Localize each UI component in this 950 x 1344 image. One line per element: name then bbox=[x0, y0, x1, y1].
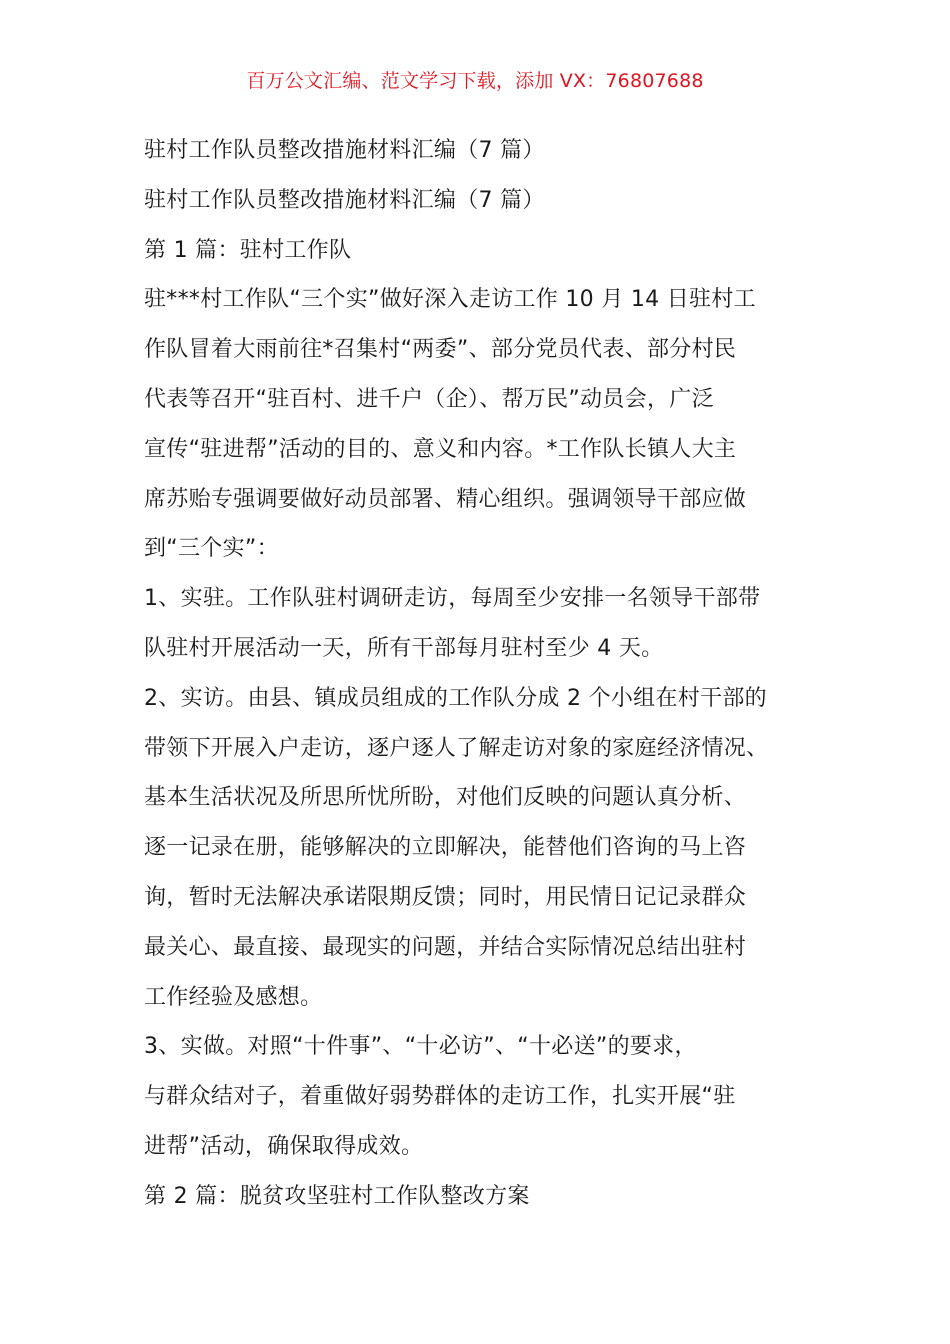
paragraph-line: 作队冒着大雨前往*召集村“两委”、部分党员代表、部分村民 bbox=[144, 337, 737, 363]
section-heading-2: 第 2 篇：脱贫攻坚驻村工作队整改方案 bbox=[144, 1183, 530, 1209]
paragraph-line: 最关心、最直接、最现实的问题，并结合实际情况总结出驻村 bbox=[144, 934, 747, 960]
paragraph-line: 逐一记录在册，能够解决的立即解决，能替他们咨询的马上咨 bbox=[144, 835, 747, 861]
paragraph-line: 驻***村工作队“三个实”做好深入走访工作 10 月 14 日驻村工 bbox=[144, 287, 756, 313]
paragraph-line: 与群众结对子，着重做好弱势群体的走访工作，扎实开展“驻 bbox=[144, 1084, 736, 1110]
paragraph-line: 带领下开展入户走访，逐户逐人了解走访对象的家庭经济情况、 bbox=[144, 735, 769, 761]
document-title-repeat: 驻村工作队员整改措施材料汇编（7 篇） bbox=[144, 187, 545, 213]
list-item-3: 3、实做。对照“十件事”、“十必访”、“十必送”的要求， bbox=[144, 1034, 697, 1060]
paragraph-line: 进帮”活动，确保取得成效。 bbox=[144, 1133, 424, 1159]
paragraph-line: 代表等召开“驻百村、进千户（企）、帮万民”动员会，广泛 bbox=[144, 386, 714, 412]
watermark-banner: 百万公文汇编、范文学习下载，添加 VX：76807688 bbox=[246, 70, 704, 92]
document-body bbox=[144, 126, 824, 1222]
paragraph-line: 队驻村开展活动一天，所有干部每月驻村至少 4 天。 bbox=[144, 635, 664, 661]
paragraph-line: 席苏贻专强调要做好动员部署、精心组织。强调领导干部应做 bbox=[144, 486, 747, 512]
paragraph-line: 到“三个实”： bbox=[144, 536, 279, 562]
paragraph-line: 宣传“驻进帮”活动的目的、意义和内容。*工作队长镇人大主 bbox=[144, 436, 737, 462]
paragraph-line: 工作经验及感想。 bbox=[144, 984, 323, 1010]
paragraph-line: 基本生活状况及所思所忧所盼，对他们反映的问题认真分析、 bbox=[144, 785, 747, 811]
list-item-1: 1、实驻。工作队驻村调研走访，每周至少安排一名领导干部带 bbox=[144, 586, 761, 612]
document-title: 驻村工作队员整改措施材料汇编（7 篇） bbox=[144, 138, 545, 163]
paragraph-line: 询，暂时无法解决承诺限期反馈；同时，用民情日记记录群众 bbox=[144, 884, 747, 910]
section-heading-1: 第 1 篇：驻村工作队 bbox=[144, 237, 352, 263]
list-item-2: 2、实访。由县、镇成员组成的工作队分成 2 个小组在村干部的 bbox=[144, 685, 767, 711]
